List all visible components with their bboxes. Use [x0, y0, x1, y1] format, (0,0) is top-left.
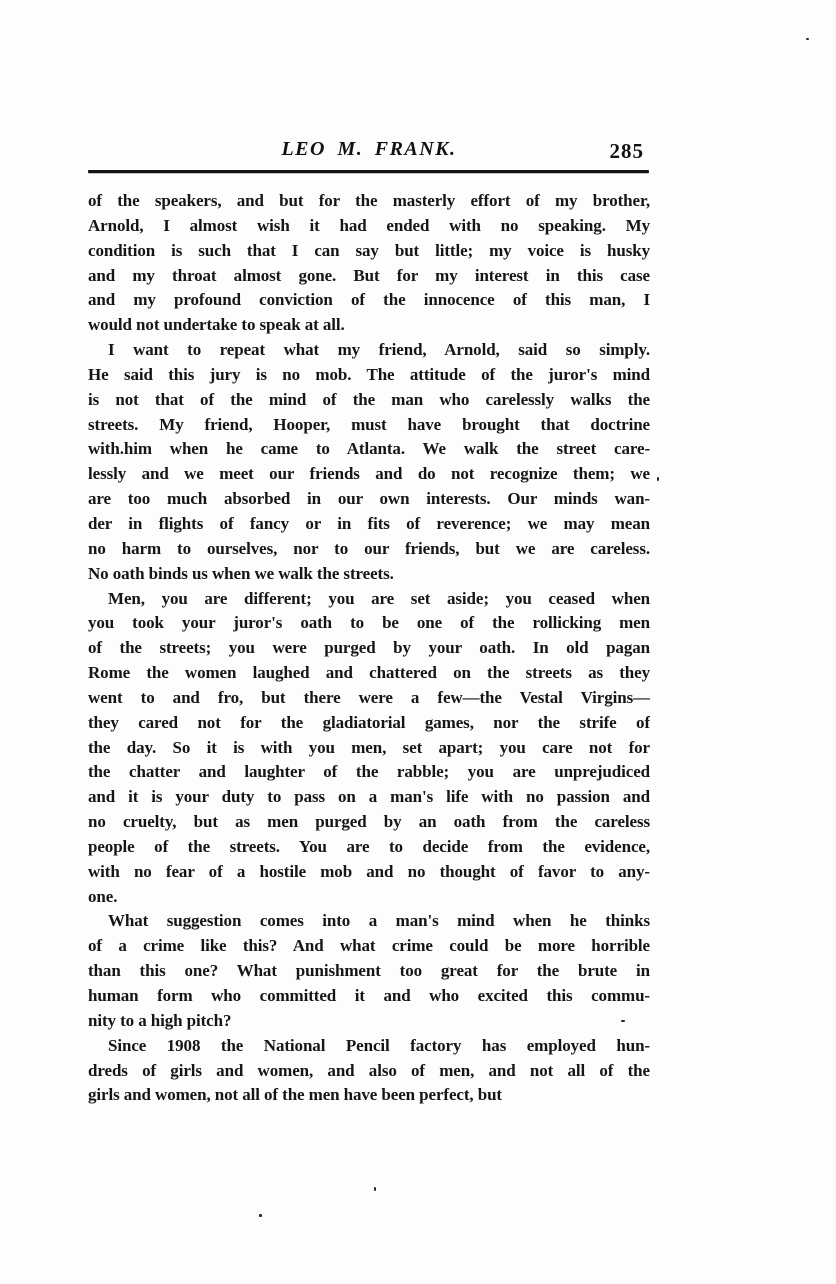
text-line: went to and fro, but there were a few—the Vestal Virgins— [88, 687, 650, 707]
paragraph [88, 189, 650, 338]
scan-speck [621, 1020, 625, 1022]
text-line: is not that of the mind of the man who carelessly walks the [88, 389, 650, 409]
text-line: No oath binds us when we walk the streets. [88, 563, 394, 583]
page-number: 285 [609, 139, 644, 163]
text-line: Since 1908 the National Pencil factory has employed hun- [108, 1035, 650, 1055]
text-line: lessly and we meet our friends and do not recognize them; we [88, 464, 650, 484]
text-line: Men, you are different; you are set aside; you ceased when [108, 588, 650, 608]
text-line: Rome the women laughed and chattered on the streets as they [88, 663, 650, 683]
scan-speck [806, 38, 809, 40]
text-line: girls and women, not all of the men have been perfect, but [88, 1085, 502, 1105]
text-line: and my profound conviction of the innocence of this man, I [88, 290, 650, 310]
text-line: with.him when he came to Atlanta. We walk the street care- [88, 439, 650, 459]
text-line: nity to a high pitch? [88, 1010, 232, 1030]
text-line: no harm to ourselves, nor to our friends, but we are careless. [88, 538, 650, 558]
text-line: of the speakers, and but for the masterly effort of my brother, [88, 191, 650, 210]
text-line: are too much absorbed in our own interests. Our minds wan- [88, 489, 650, 509]
text-line: dreds of girls and women, and also of men, and not all of the [88, 1060, 650, 1080]
text-line: human form who committed it and who excited this commu- [88, 986, 650, 1005]
text-line: of a crime like this? And what crime could be more horrible [88, 936, 650, 956]
scan-speck [259, 1214, 262, 1217]
text-line: you took your juror's oath to be one of the rollicking men [88, 613, 650, 633]
text-line: people of the streets. You are to decide from the evidence, [88, 836, 650, 856]
text-line: the day. So it is with you men, set apart; you care not for [88, 737, 650, 757]
text-line: of the streets; you were purged by your oath. In old pagan [88, 638, 650, 658]
text-line: the chatter and laughter of the rabble; you are unprejudiced [88, 762, 650, 782]
scan-speck [657, 477, 659, 481]
text-line: with no fear of a hostile mob and no thought of favor to any- [88, 861, 650, 881]
paragraph [88, 909, 650, 1033]
text-line: I want to repeat what my friend, Arnold, said so simply. [108, 340, 650, 360]
paragraph [88, 1034, 650, 1109]
text-line: would not undertake to speak at all. [88, 315, 345, 335]
header-rule [88, 170, 649, 173]
text-line: streets. My friend, Hooper, must have brought that doctrine [88, 414, 650, 434]
running-head [88, 138, 650, 168]
page-title: LEO M. FRANK. [281, 138, 457, 160]
text-line: What suggestion comes into a man's mind when he thinks [108, 911, 650, 931]
text-line: and my throat almost gone. But for my interest in this case [88, 265, 650, 285]
paragraph [88, 587, 650, 910]
text-line: condition is such that I can say but little; my voice is husky [88, 240, 650, 260]
text-line: they cared not for the gladiatorial games, nor the strife of [88, 712, 650, 732]
body-text [88, 189, 650, 1108]
text-line: one. [88, 886, 118, 906]
text-line: than this one? What punishment too great for the brute in [88, 961, 650, 981]
scan-speck [374, 1187, 376, 1191]
text-line: no cruelty, but as men purged by an oath from the careless [88, 812, 650, 832]
text-line: and it is your duty to pass on a man's life with no passion and [88, 787, 650, 807]
text-line: Arnold, I almost wish it had ended with no speaking. My [88, 215, 650, 235]
text-line: He said this jury is no mob. The attitude of the juror's mind [88, 364, 650, 384]
paragraph [88, 338, 650, 586]
text-line: der in flights of fancy or in fits of reverence; we may mean [88, 513, 650, 533]
